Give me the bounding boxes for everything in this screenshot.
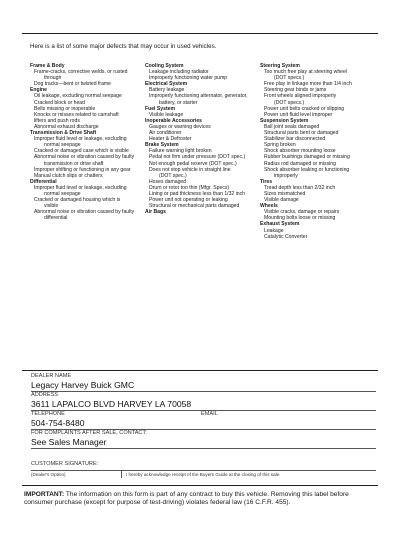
dealer-name-field[interactable]: Legacy Harvey Buick GMC: [31, 380, 376, 392]
defect-item: Visible damage: [264, 197, 299, 204]
defect-item: Hoses damaged: [149, 178, 187, 185]
defect-item: normal seepage: [44, 190, 81, 197]
defect-item: Steering gear binds or jams: [264, 87, 327, 94]
defect-section-heading: Engine: [30, 87, 47, 94]
defect-item: Catalytic Converter: [264, 233, 308, 240]
defect-item: Stabilizer bar disconnected: [264, 136, 326, 143]
defect-item: Not enough pedal reserve (DOT spec.): [149, 160, 237, 167]
defect-section-heading: Wheels: [260, 203, 278, 210]
defect-item: Frame-cracks, corrective welds, or rusted: [34, 69, 128, 76]
defects-column-2: [145, 63, 257, 215]
defect-item: Power unit belts cracked or slipping: [264, 105, 345, 112]
defect-item: Belts missing or inoperable: [34, 105, 96, 112]
signature-line[interactable]: [31, 470, 376, 471]
defect-section-heading: Transmission & Drive Shaft: [30, 130, 97, 137]
defect-item: Cracked or damaged case which is visible: [34, 148, 129, 155]
bottom-rule: [22, 485, 378, 486]
defect-section-heading: Tires: [260, 178, 273, 185]
defects-column-3: [260, 63, 378, 240]
customer-signature-area: [31, 461, 376, 477]
defect-item: Visible leakage: [149, 111, 184, 118]
defect-item: Improper fluid level or leakage, excluding: [34, 136, 127, 143]
defect-section-heading: Frame & Body: [30, 63, 65, 69]
defect-section-heading: Fuel System: [145, 105, 176, 112]
defect-section-heading: Inoperable Accessories: [145, 117, 203, 124]
defect-item: battery, or starter: [159, 99, 198, 106]
defect-section-heading: Differential: [30, 178, 57, 185]
defect-item: (DOT spec.): [159, 172, 187, 179]
dealer-name-label: DEALER NAME: [31, 373, 72, 379]
defect-item: Does not stop vehicle in straight line: [149, 166, 231, 173]
defect-item: Power unit not operating or leaking: [149, 197, 228, 204]
address-field[interactable]: 3611 LAPALCO BLVD HARVEY LA 70058: [31, 399, 376, 411]
defect-item: Mounting bolts loose or missing: [264, 215, 336, 222]
defect-section-heading: Cooling System: [145, 63, 184, 69]
complaints-contact-field[interactable]: See Sales Manager: [31, 437, 376, 449]
defect-item: Leakage: [264, 227, 284, 234]
defect-item: Spring broken: [264, 142, 296, 149]
defect-item: lifters and push rods: [34, 117, 80, 124]
defect-item: Tread depth less than 2/32 inch: [264, 184, 336, 191]
important-label: IMPORTANT:: [24, 491, 65, 498]
signature-divider: [121, 470, 122, 478]
defect-item: Leakage including radiator: [149, 69, 209, 76]
defect-item: Failure warning light broken: [149, 148, 212, 155]
defect-item: Abnormal noise or vibration caused by faulty: [34, 154, 135, 161]
defect-item: Dog tracks—bent or twisted frame: [34, 81, 112, 88]
defect-item: Abnormal noise or vibration caused by faulty: [34, 209, 135, 216]
important-text: The information on this form is part of any contract to buy this vehicle. Removing this label before consumer purchase (except for purpose of test-driving) violates federal law (16 C.F.R. 455).: [24, 491, 349, 507]
defect-item: differential: [44, 215, 68, 222]
defect-item: Cracked or damaged housing which is: [34, 197, 121, 204]
dealer-info-block: [31, 373, 376, 449]
defect-item: Oil leakage, excluding normal seepage: [34, 93, 122, 100]
defect-item: Manual clutch slips or chatters: [34, 172, 103, 179]
defect-item: Ball joint seals damaged: [264, 123, 320, 130]
defect-item: Gauges or warning devices: [149, 123, 211, 130]
defect-item: Shock absorber leaking or functioning: [264, 166, 350, 173]
defect-item: Structural or mechanical parts damaged: [149, 203, 240, 210]
defect-item: normal seepage: [44, 142, 81, 149]
defect-item: Heater & Defroster: [149, 136, 192, 143]
acknowledge-receipt-note: I hereby acknowledge receipt of the Buyers Guide at the closing of this sale.: [126, 472, 281, 477]
address-label: ADDRESS: [31, 392, 59, 398]
defect-item: (DOT specs.): [274, 99, 305, 106]
defect-item: Knocks or misses related to camshaft: [34, 111, 119, 118]
dealer-option-note: (Dealer's Option): [31, 472, 66, 477]
defect-item: Structural parts bent or damaged: [264, 130, 339, 137]
top-rule: [22, 33, 378, 34]
defect-item: Improper fluid level or leakage, excluding: [34, 184, 127, 191]
defect-section-heading: Exhaust System: [260, 221, 300, 228]
defect-item: Cracked block or head: [34, 99, 85, 106]
defect-item: Air conditioner: [149, 130, 182, 137]
defect-item: Shock absorber mounting loose: [264, 148, 336, 155]
defect-item: Power unit fluid level improper: [264, 111, 333, 118]
defect-section-heading: Suspension System: [260, 117, 309, 124]
defect-item: Radius rod damaged or missing: [264, 160, 336, 167]
defect-item: Improper shifting or functioning in any gear: [34, 166, 131, 173]
defect-item: Improperly functioning water pump: [149, 75, 228, 82]
defect-item: Abnormal exhaust discharge: [34, 123, 99, 130]
telephone-email-labels: [31, 411, 376, 418]
defect-item: (DOT specs.): [274, 75, 305, 82]
important-notice: [24, 491, 376, 508]
defect-section-heading: Air Bags: [145, 209, 166, 216]
telephone-label: TELEPHONE: [31, 411, 65, 417]
defect-item: Sizes mismatched: [264, 190, 306, 197]
defects-intro: Here is a list of some major defects that may occur in used vehicles.: [30, 43, 217, 50]
defect-item: transmission or drive shaft: [44, 160, 104, 167]
defect-item: Lining or pad thickness less than 1/32 inch: [149, 190, 245, 197]
defect-item: Battery leakage: [149, 87, 185, 94]
defect-item: Improperly functioning alternator, generator,: [149, 93, 248, 100]
customer-signature-label: CUSTOMER SIGNATURE:: [31, 461, 99, 467]
middle-rule: [22, 370, 378, 371]
defect-item: Drum or rotor too thin (Mfgr. Specs): [149, 184, 230, 191]
defect-section-heading: Electrical System: [145, 81, 188, 88]
complaints-label: FOR COMPLAINTS AFTER SALE, CONTACT:: [31, 430, 147, 436]
defect-item: through: [44, 75, 62, 82]
defect-item: improperly: [274, 172, 298, 179]
defect-item: Free play in linkage more than 1/4 inch: [264, 81, 352, 88]
telephone-field[interactable]: 504-754-8480: [31, 418, 376, 430]
defect-item: Pedal not firm under pressure (DOT spec.): [149, 154, 246, 161]
defects-column-1: [30, 63, 142, 221]
defect-section-heading: Brake System: [145, 142, 179, 149]
defect-item: Too much free play at steering wheel: [264, 69, 347, 76]
defect-item: Visible cracks, damage or repairs: [264, 209, 340, 216]
defect-item: visible: [44, 203, 59, 210]
defect-item: Front wheels aligned improperly: [264, 93, 337, 100]
defect-item: Rubber bushings damaged or missing: [264, 154, 350, 161]
email-label: EMAIL: [201, 411, 218, 417]
defect-section-heading: Steering System: [260, 63, 300, 69]
